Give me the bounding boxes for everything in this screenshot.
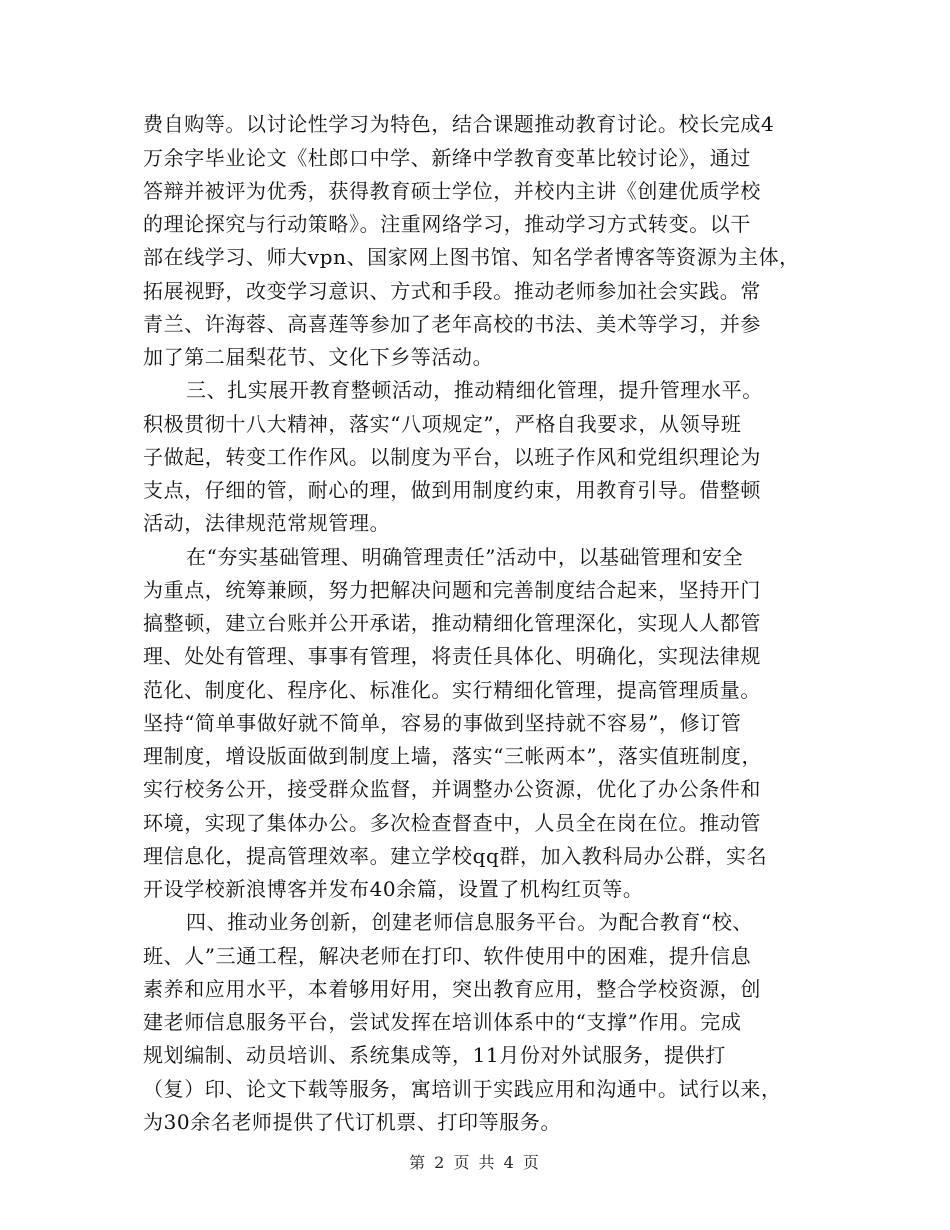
text-line: 的理论探究与行动策略》。注重网络学习，推动学习方式转变。以干 — [143, 212, 751, 236]
text-line: 理制度，增设版面做到制度上墙，落实“三帐两本”，落实值班制度， — [143, 744, 763, 768]
section-heading: 三、扎实展开教育整顿活动，推动精细化管理，提升管理水平。 — [186, 378, 763, 402]
text-line: 答辩并被评为优秀，获得教育硕士学位，并校内主讲《创建优质学校 — [143, 179, 761, 203]
text-line: 为30余名老师提供了代订机票、打印等服务。 — [143, 1110, 562, 1134]
text-line: 青兰、许海蓉、高喜莲等参加了老年高校的书法、美术等学习，并参 — [143, 312, 761, 336]
text-line: 实行校务公开，接受群众监督，并调整办公资源，优化了办公条件和 — [143, 777, 761, 801]
text-line: 环境，实现了集体办公。多次检查督查中，人员全在岗在位。推动管 — [143, 811, 761, 835]
text-line: 规划编制、动员培训、系统集成等，11月份对外试服务，提供打 — [143, 1043, 726, 1067]
text-line: 在“夯实基础管理、明确管理责任”活动中，以基础管理和安全 — [186, 545, 744, 569]
text-line: 加了第二届梨花节、文化下乡等活动。 — [143, 345, 494, 369]
text-line: 拓展视野，改变学习意识、方式和手段。推动老师参加社会实践。常 — [143, 279, 761, 303]
text-line: 为重点，统筹兼顾，努力把解决问题和完善制度结合起来，坚持开门 — [143, 578, 761, 602]
text-line: 部在线学习、师大vpn、国家网上图书馆、知名学者博客等资源为主体， — [143, 245, 800, 269]
text-line: （复）印、论文下载等服务，寓培训于实践应用和沟通中。试行以来， — [143, 1077, 782, 1101]
text-line: 万余字毕业论文《杜郎口中学、新绛中学教育变革比较讨论》，通过 — [143, 146, 751, 170]
text-line: 支点，仔细的管，耐心的理，做到用制度约束，用教育引导。借整顿 — [143, 478, 761, 502]
text-line: 范化、制度化、程序化、标准化。实行精细化管理，提高管理质量。 — [143, 678, 761, 702]
text-line: 坚持“简单事做好就不简单，容易的事做到坚持就不容易”，修订管 — [143, 711, 742, 735]
text-line: 开设学校新浪博客并发布40余篇，设置了机构红页等。 — [143, 877, 644, 901]
text-line: 素养和应用水平，本着够用好用，突出教育应用，整合学校资源，创 — [143, 977, 761, 1001]
text-line: 搞整顿，建立台账并公开承诺，推动精细化管理深化，实现人人都管 — [143, 611, 761, 635]
text-line: 理、处处有管理、事事有管理，将责任具体化、明确化，实现法律规 — [143, 644, 761, 668]
text-line: 理信息化，提高管理效率。建立学校qq群，加入教科局办公群，实名 — [143, 844, 768, 868]
text-line: 班、人”三通工程，解决老师在打印、软件使用中的困难，提升信息 — [143, 944, 752, 968]
text-line: 子做起，转变工作作风。以制度为平台，以班子作风和党组织理论为 — [143, 445, 761, 469]
page-number-footer: 第 2 页 共 4 页 — [409, 1153, 541, 1172]
text-line: 积极贯彻十八大精神，落实“八项规定”，严格自我要求，从领导班 — [143, 412, 742, 436]
text-line: 活动，法律规范常规管理。 — [143, 511, 391, 535]
section-heading: 四、推动业务创新，创建老师信息服务平台。为配合教育“校、 — [186, 910, 754, 934]
text-line: 费自购等。以讨论性学习为特色，结合课题推动教育讨论。校长完成4 — [143, 112, 775, 136]
text-line: 建老师信息服务平台，尝试发挥在培训体系中的“支撑”作用。完成 — [143, 1010, 742, 1034]
